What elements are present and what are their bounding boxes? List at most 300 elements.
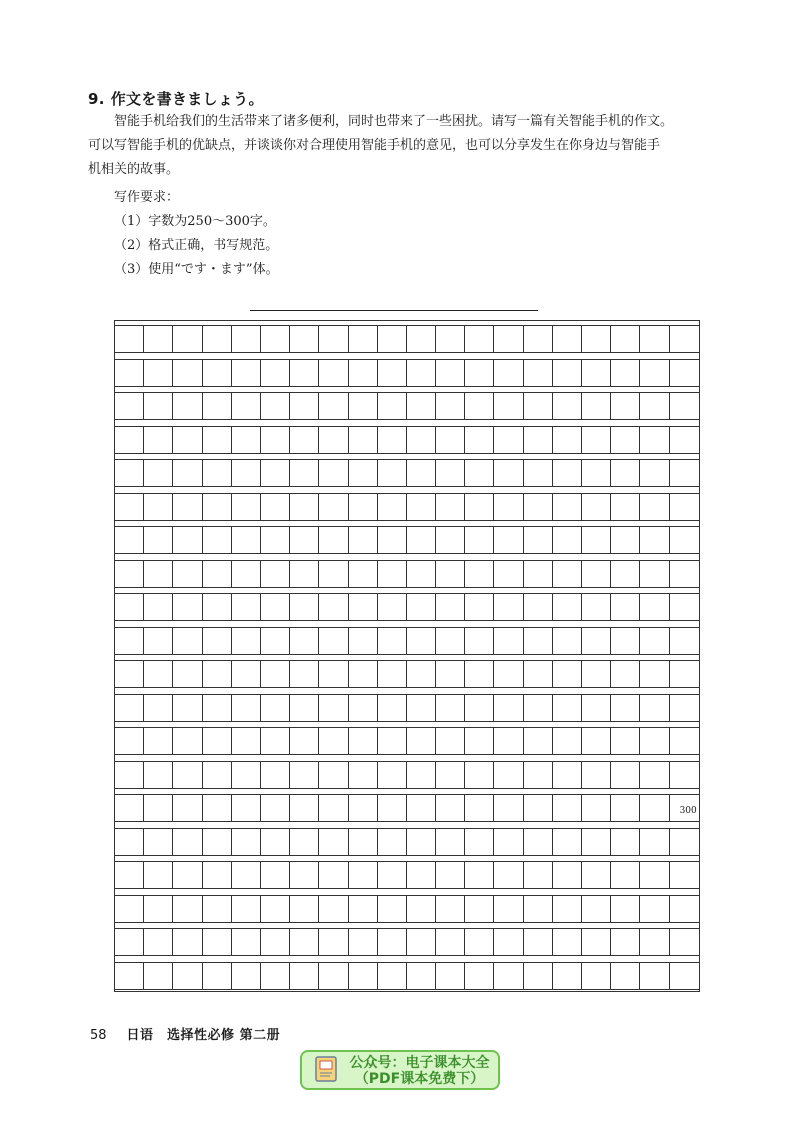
grid-cell[interactable]: [611, 392, 640, 420]
grid-cell[interactable]: [465, 593, 494, 621]
grid-cell[interactable]: [553, 459, 582, 487]
grid-cell[interactable]: [144, 392, 173, 420]
grid-cell[interactable]: [553, 962, 582, 990]
grid-cell[interactable]: [611, 761, 640, 789]
grid-cell[interactable]: [115, 627, 144, 655]
grid-cell[interactable]: [553, 526, 582, 554]
grid-cell[interactable]: [290, 426, 319, 454]
grid-cell[interactable]: [349, 627, 378, 655]
grid-cell[interactable]: [640, 660, 669, 688]
grid-cell[interactable]: [465, 459, 494, 487]
grid-cell[interactable]: [465, 560, 494, 588]
grid-cell[interactable]: [203, 962, 232, 990]
grid-cell[interactable]: [465, 928, 494, 956]
grid-cell[interactable]: [611, 828, 640, 856]
grid-cell[interactable]: [670, 660, 699, 688]
grid-cell[interactable]: [640, 928, 669, 956]
grid-cell[interactable]: [173, 359, 202, 387]
grid-cell[interactable]: [144, 359, 173, 387]
grid-cell[interactable]: [290, 928, 319, 956]
grid-cell[interactable]: [319, 761, 348, 789]
grid-cell[interactable]: [319, 359, 348, 387]
grid-cell[interactable]: [232, 359, 261, 387]
grid-cell[interactable]: [611, 459, 640, 487]
grid-cell[interactable]: [232, 928, 261, 956]
grid-cell[interactable]: [290, 526, 319, 554]
grid-cell[interactable]: [203, 493, 232, 521]
grid-cell[interactable]: [436, 627, 465, 655]
grid-cell[interactable]: [319, 660, 348, 688]
grid-cell[interactable]: [524, 493, 553, 521]
grid-cell[interactable]: [261, 392, 290, 420]
grid-cell[interactable]: [670, 560, 699, 588]
grid-cell[interactable]: [407, 694, 436, 722]
grid-cell[interactable]: [173, 794, 202, 822]
grid-cell[interactable]: [378, 593, 407, 621]
grid-cell[interactable]: [436, 426, 465, 454]
grid-cell[interactable]: [290, 627, 319, 655]
grid-cell[interactable]: [203, 660, 232, 688]
grid-cell[interactable]: [232, 325, 261, 353]
grid-cell[interactable]: [553, 493, 582, 521]
grid-cell[interactable]: [203, 627, 232, 655]
grid-cell[interactable]: [553, 560, 582, 588]
grid-cell[interactable]: [144, 459, 173, 487]
grid-cell[interactable]: [553, 794, 582, 822]
grid-cell[interactable]: [436, 895, 465, 923]
grid-cell[interactable]: [611, 660, 640, 688]
grid-cell[interactable]: [524, 895, 553, 923]
grid-cell[interactable]: [407, 493, 436, 521]
grid-cell[interactable]: [553, 426, 582, 454]
grid-cell[interactable]: [144, 962, 173, 990]
grid-cell[interactable]: [349, 727, 378, 755]
grid-cell[interactable]: [290, 727, 319, 755]
grid-cell[interactable]: [261, 493, 290, 521]
grid-cell[interactable]: [319, 727, 348, 755]
grid-cell[interactable]: [524, 761, 553, 789]
grid-cell[interactable]: [290, 694, 319, 722]
grid-cell[interactable]: [173, 493, 202, 521]
grid-cell[interactable]: [173, 459, 202, 487]
grid-cell[interactable]: [290, 459, 319, 487]
grid-cell[interactable]: [144, 593, 173, 621]
grid-cell[interactable]: [640, 962, 669, 990]
grid-cell[interactable]: [232, 694, 261, 722]
grid-cell[interactable]: [378, 928, 407, 956]
grid-cell[interactable]: [611, 727, 640, 755]
grid-cell[interactable]: [349, 359, 378, 387]
grid-cell[interactable]: [582, 392, 611, 420]
grid-cell[interactable]: [232, 426, 261, 454]
grid-cell[interactable]: [319, 694, 348, 722]
grid-cell[interactable]: [173, 727, 202, 755]
grid-cell[interactable]: [582, 694, 611, 722]
grid-cell[interactable]: [232, 660, 261, 688]
grid-cell[interactable]: [436, 560, 465, 588]
grid-cell[interactable]: [524, 593, 553, 621]
grid-cell[interactable]: [670, 359, 699, 387]
grid-cell[interactable]: [173, 928, 202, 956]
grid-cell[interactable]: [436, 459, 465, 487]
grid-cell[interactable]: [261, 928, 290, 956]
grid-cell[interactable]: [465, 426, 494, 454]
grid-cell[interactable]: [640, 761, 669, 789]
grid-cell[interactable]: [524, 727, 553, 755]
grid-cell[interactable]: [115, 325, 144, 353]
grid-cell[interactable]: [553, 392, 582, 420]
grid-cell[interactable]: [203, 727, 232, 755]
grid-cell[interactable]: [465, 627, 494, 655]
grid-cell[interactable]: [378, 359, 407, 387]
grid-cell[interactable]: [261, 593, 290, 621]
grid-cell[interactable]: [319, 593, 348, 621]
grid-cell[interactable]: [203, 459, 232, 487]
grid-cell[interactable]: [465, 727, 494, 755]
grid-cell[interactable]: [640, 861, 669, 889]
grid-cell[interactable]: [378, 962, 407, 990]
grid-cell[interactable]: [115, 660, 144, 688]
grid-cell[interactable]: [524, 694, 553, 722]
grid-cell[interactable]: [319, 962, 348, 990]
grid-cell[interactable]: [524, 526, 553, 554]
grid-cell[interactable]: [290, 660, 319, 688]
grid-cell[interactable]: [670, 325, 699, 353]
grid-cell[interactable]: [378, 727, 407, 755]
grid-cell[interactable]: [465, 694, 494, 722]
grid-cell[interactable]: [407, 895, 436, 923]
grid-cell[interactable]: [115, 928, 144, 956]
grid-cell[interactable]: [290, 861, 319, 889]
grid-cell[interactable]: [407, 526, 436, 554]
grid-cell[interactable]: [115, 895, 144, 923]
grid-cell[interactable]: [115, 560, 144, 588]
grid-cell[interactable]: [670, 426, 699, 454]
grid-cell[interactable]: [524, 794, 553, 822]
grid-cell[interactable]: [115, 426, 144, 454]
grid-cell[interactable]: [144, 861, 173, 889]
grid-cell[interactable]: [349, 794, 378, 822]
grid-cell[interactable]: [173, 627, 202, 655]
grid-cell[interactable]: [203, 828, 232, 856]
grid-cell[interactable]: [115, 962, 144, 990]
grid-cell[interactable]: [232, 962, 261, 990]
grid-cell[interactable]: [290, 761, 319, 789]
grid-cell[interactable]: [465, 660, 494, 688]
grid-cell[interactable]: [436, 359, 465, 387]
grid-cell[interactable]: [261, 761, 290, 789]
grid-cell[interactable]: [319, 560, 348, 588]
grid-cell[interactable]: [173, 325, 202, 353]
grid-cell[interactable]: [582, 426, 611, 454]
grid-cell[interactable]: [319, 392, 348, 420]
grid-cell[interactable]: [144, 928, 173, 956]
grid-cell[interactable]: [261, 459, 290, 487]
grid-cell[interactable]: [203, 761, 232, 789]
grid-cell[interactable]: [203, 895, 232, 923]
grid-cell[interactable]: [290, 895, 319, 923]
grid-cell[interactable]: [173, 593, 202, 621]
grid-cell[interactable]: [203, 560, 232, 588]
grid-cell[interactable]: [232, 560, 261, 588]
grid-cell[interactable]: [640, 459, 669, 487]
grid-cell[interactable]: [261, 861, 290, 889]
grid-cell[interactable]: [319, 493, 348, 521]
grid-cell[interactable]: [378, 660, 407, 688]
grid-cell[interactable]: [144, 325, 173, 353]
grid-cell[interactable]: [232, 526, 261, 554]
grid-cell[interactable]: [465, 962, 494, 990]
grid-cell[interactable]: [611, 962, 640, 990]
grid-cell[interactable]: [407, 392, 436, 420]
grid-cell[interactable]: [261, 627, 290, 655]
grid-cell[interactable]: [203, 794, 232, 822]
grid-cell[interactable]: [261, 325, 290, 353]
grid-cell[interactable]: [553, 325, 582, 353]
grid-cell[interactable]: [203, 359, 232, 387]
grid-cell[interactable]: [378, 627, 407, 655]
grid-cell[interactable]: [582, 325, 611, 353]
grid-cell[interactable]: [465, 325, 494, 353]
grid-cell[interactable]: [494, 526, 523, 554]
grid-cell[interactable]: [144, 526, 173, 554]
grid-cell[interactable]: [524, 359, 553, 387]
grid-cell[interactable]: [378, 861, 407, 889]
grid-cell[interactable]: [144, 727, 173, 755]
grid-cell[interactable]: [640, 627, 669, 655]
grid-cell[interactable]: [290, 493, 319, 521]
grid-cell[interactable]: [232, 895, 261, 923]
grid-cell[interactable]: [261, 727, 290, 755]
grid-cell[interactable]: [319, 459, 348, 487]
grid-cell[interactable]: [553, 928, 582, 956]
grid-cell[interactable]: [173, 660, 202, 688]
grid-cell[interactable]: [378, 794, 407, 822]
grid-cell[interactable]: [582, 761, 611, 789]
grid-cell[interactable]: [349, 392, 378, 420]
grid-cell[interactable]: [115, 694, 144, 722]
grid-cell[interactable]: [349, 660, 378, 688]
grid-cell[interactable]: [670, 459, 699, 487]
grid-cell[interactable]: [494, 727, 523, 755]
grid-cell[interactable]: [553, 727, 582, 755]
grid-cell[interactable]: [582, 627, 611, 655]
grid-cell[interactable]: [436, 325, 465, 353]
grid-cell[interactable]: [494, 962, 523, 990]
grid-cell[interactable]: [349, 928, 378, 956]
grid-cell[interactable]: [203, 392, 232, 420]
grid-cell[interactable]: [407, 727, 436, 755]
grid-cell[interactable]: [261, 895, 290, 923]
grid-cell[interactable]: [436, 526, 465, 554]
grid-cell[interactable]: [465, 493, 494, 521]
grid-cell[interactable]: [436, 493, 465, 521]
grid-cell[interactable]: [670, 526, 699, 554]
grid-cell[interactable]: [290, 962, 319, 990]
grid-cell[interactable]: [261, 694, 290, 722]
grid-cell[interactable]: [232, 761, 261, 789]
grid-cell[interactable]: [640, 493, 669, 521]
grid-cell[interactable]: [261, 560, 290, 588]
grid-cell[interactable]: [319, 325, 348, 353]
grid-cell[interactable]: [319, 794, 348, 822]
grid-cell[interactable]: [378, 493, 407, 521]
grid-cell[interactable]: [407, 828, 436, 856]
grid-cell[interactable]: [349, 761, 378, 789]
grid-cell[interactable]: [494, 325, 523, 353]
grid-cell[interactable]: [436, 392, 465, 420]
grid-cell[interactable]: [290, 828, 319, 856]
grid-cell[interactable]: [407, 627, 436, 655]
grid-cell[interactable]: [640, 727, 669, 755]
grid-cell[interactable]: [173, 526, 202, 554]
grid-cell[interactable]: [611, 560, 640, 588]
grid-cell[interactable]: [494, 560, 523, 588]
grid-cell[interactable]: [261, 526, 290, 554]
grid-cell[interactable]: [524, 459, 553, 487]
grid-cell[interactable]: [173, 560, 202, 588]
grid-cell[interactable]: [436, 761, 465, 789]
grid-cell[interactable]: [203, 694, 232, 722]
grid-cell[interactable]: [115, 359, 144, 387]
grid-cell[interactable]: [494, 459, 523, 487]
grid-cell[interactable]: [524, 928, 553, 956]
grid-cell[interactable]: [232, 828, 261, 856]
grid-cell[interactable]: [203, 593, 232, 621]
grid-cell[interactable]: [611, 526, 640, 554]
grid-cell[interactable]: [494, 627, 523, 655]
grid-cell[interactable]: [349, 861, 378, 889]
grid-cell[interactable]: [524, 962, 553, 990]
grid-cell[interactable]: [349, 459, 378, 487]
grid-cell[interactable]: [144, 794, 173, 822]
grid-cell[interactable]: [115, 794, 144, 822]
grid-cell[interactable]: [378, 426, 407, 454]
grid-cell[interactable]: [640, 794, 669, 822]
grid-cell[interactable]: [115, 828, 144, 856]
grid-cell[interactable]: [261, 794, 290, 822]
grid-cell[interactable]: [378, 459, 407, 487]
grid-cell[interactable]: [465, 359, 494, 387]
grid-cell[interactable]: [144, 694, 173, 722]
grid-cell[interactable]: [611, 359, 640, 387]
grid-cell[interactable]: [670, 727, 699, 755]
grid-cell[interactable]: [115, 861, 144, 889]
grid-cell[interactable]: [290, 560, 319, 588]
grid-cell[interactable]: [611, 928, 640, 956]
grid-cell[interactable]: [378, 694, 407, 722]
grid-cell[interactable]: [349, 593, 378, 621]
grid-cell[interactable]: [290, 325, 319, 353]
grid-cell[interactable]: [640, 895, 669, 923]
grid-cell[interactable]: [524, 828, 553, 856]
grid-cell[interactable]: [378, 560, 407, 588]
grid-cell[interactable]: [670, 493, 699, 521]
grid-cell[interactable]: [436, 694, 465, 722]
grid-cell[interactable]: [582, 794, 611, 822]
grid-cell[interactable]: [144, 560, 173, 588]
grid-cell[interactable]: [436, 660, 465, 688]
grid-cell[interactable]: [670, 794, 699, 822]
grid-cell[interactable]: [349, 325, 378, 353]
grid-cell[interactable]: [349, 694, 378, 722]
grid-cell[interactable]: [553, 593, 582, 621]
grid-cell[interactable]: [115, 526, 144, 554]
grid-cell[interactable]: [203, 928, 232, 956]
grid-cell[interactable]: [436, 962, 465, 990]
grid-cell[interactable]: [465, 392, 494, 420]
grid-cell[interactable]: [465, 794, 494, 822]
grid-cell[interactable]: [407, 928, 436, 956]
grid-cell[interactable]: [670, 962, 699, 990]
grid-cell[interactable]: [640, 694, 669, 722]
grid-cell[interactable]: [670, 761, 699, 789]
grid-cell[interactable]: [261, 962, 290, 990]
grid-cell[interactable]: [144, 660, 173, 688]
grid-cell[interactable]: [436, 727, 465, 755]
grid-cell[interactable]: [582, 526, 611, 554]
grid-cell[interactable]: [611, 895, 640, 923]
grid-cell[interactable]: [407, 426, 436, 454]
grid-cell[interactable]: [319, 895, 348, 923]
grid-cell[interactable]: [232, 794, 261, 822]
grid-cell[interactable]: [670, 392, 699, 420]
grid-cell[interactable]: [640, 426, 669, 454]
grid-cell[interactable]: [436, 828, 465, 856]
grid-cell[interactable]: [494, 794, 523, 822]
grid-cell[interactable]: [640, 560, 669, 588]
grid-cell[interactable]: [611, 694, 640, 722]
grid-cell[interactable]: [349, 962, 378, 990]
grid-cell[interactable]: [553, 761, 582, 789]
grid-cell[interactable]: [494, 861, 523, 889]
grid-cell[interactable]: [582, 560, 611, 588]
grid-cell[interactable]: [582, 828, 611, 856]
grid-cell[interactable]: [407, 459, 436, 487]
grid-cell[interactable]: [407, 660, 436, 688]
grid-cell[interactable]: [407, 962, 436, 990]
grid-cell[interactable]: [407, 861, 436, 889]
grid-cell[interactable]: [173, 895, 202, 923]
grid-cell[interactable]: [349, 426, 378, 454]
grid-cell[interactable]: [582, 928, 611, 956]
grid-cell[interactable]: [290, 359, 319, 387]
grid-cell[interactable]: [524, 325, 553, 353]
essay-title-blank[interactable]: [250, 310, 538, 311]
grid-cell[interactable]: [319, 861, 348, 889]
grid-cell[interactable]: [524, 560, 553, 588]
grid-cell[interactable]: [582, 727, 611, 755]
grid-cell[interactable]: [349, 526, 378, 554]
grid-cell[interactable]: [640, 828, 669, 856]
grid-cell[interactable]: [173, 828, 202, 856]
grid-cell[interactable]: [290, 392, 319, 420]
grid-cell[interactable]: [524, 392, 553, 420]
grid-cell[interactable]: [436, 861, 465, 889]
grid-cell[interactable]: [232, 727, 261, 755]
grid-cell[interactable]: [407, 794, 436, 822]
grid-cell[interactable]: [144, 828, 173, 856]
grid-cell[interactable]: [640, 359, 669, 387]
grid-cell[interactable]: [261, 359, 290, 387]
grid-cell[interactable]: [232, 861, 261, 889]
grid-cell[interactable]: [465, 526, 494, 554]
grid-cell[interactable]: [640, 526, 669, 554]
grid-cell[interactable]: [319, 828, 348, 856]
grid-cell[interactable]: [378, 526, 407, 554]
grid-cell[interactable]: [144, 895, 173, 923]
grid-cell[interactable]: [203, 861, 232, 889]
